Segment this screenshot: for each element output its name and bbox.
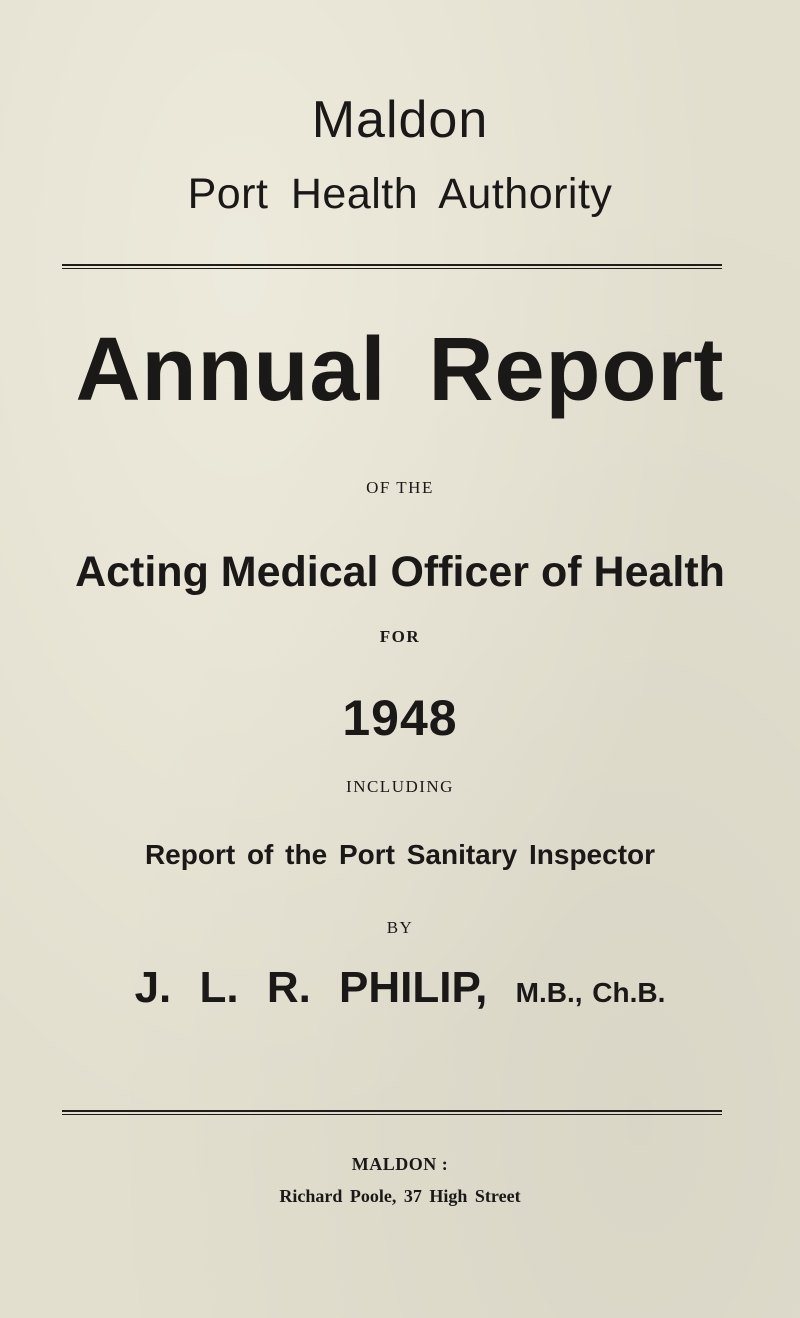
connector-of-the: OF THE bbox=[366, 478, 434, 497]
imprint-printer: Richard Poole, 37 High Street bbox=[279, 1186, 521, 1206]
report-title: Annual Report bbox=[75, 320, 725, 420]
author-name: J. L. R. PHILIP, bbox=[134, 963, 488, 1012]
bottom-divider-rule bbox=[62, 1110, 722, 1115]
author-line bbox=[0, 961, 800, 1020]
officer-title: Acting Medical Officer of Health bbox=[75, 548, 725, 596]
connector-including: INCLUDING bbox=[346, 777, 454, 796]
author-qualifications: M.B., Ch.B. bbox=[515, 977, 666, 1008]
connector-for: FOR bbox=[379, 627, 421, 646]
connector-by: BY bbox=[386, 918, 414, 937]
town-name: Maldon bbox=[311, 91, 489, 149]
imprint-place: MALDON : bbox=[351, 1154, 449, 1174]
report-year: 1948 bbox=[342, 690, 458, 746]
top-divider-rule bbox=[62, 264, 722, 269]
authority-name: Port Health Authority bbox=[187, 170, 613, 218]
supplement-title: Report of the Port Sanitary Inspector bbox=[144, 839, 656, 870]
